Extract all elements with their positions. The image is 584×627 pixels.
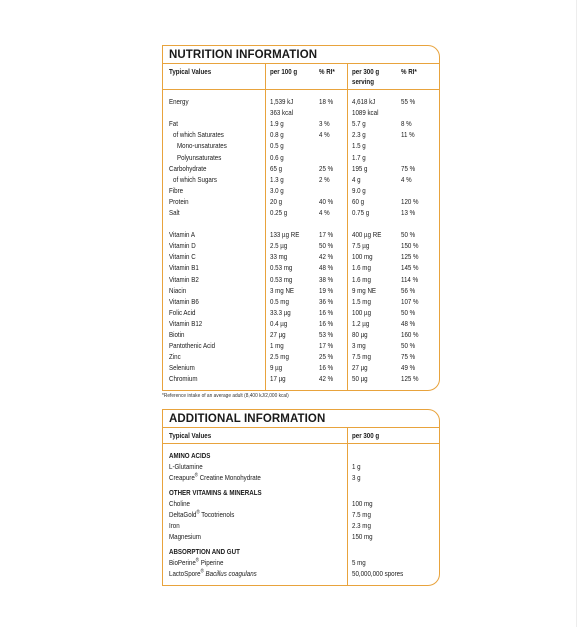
ingredient-descriptor: Creatine Monohydrate — [197, 473, 261, 482]
ri-per-serving: 13 % — [401, 208, 416, 217]
nutrient-label: Energy — [169, 97, 189, 106]
value-per-100g: 2.5 mg — [270, 352, 289, 362]
ri-per-100g: 17 % — [319, 230, 334, 240]
ingredient-value: 50,000,000 spores — [352, 569, 404, 578]
ingredient-value: 3 g — [352, 473, 361, 482]
value-per-serving: 3 mg — [352, 341, 366, 351]
ri-per-100g: 4 % — [319, 130, 330, 140]
value-per-100g: 1,539 kJ — [270, 97, 294, 106]
nutrient-label: of which Sugars — [173, 174, 217, 184]
header-per-300g: per 300 g — [352, 431, 380, 440]
ri-per-serving: 50 % — [401, 230, 416, 240]
value-per-100g: 0.8 g — [270, 130, 284, 140]
header-typical-values: Typical Values — [169, 67, 212, 76]
nutrient-label: Niacin — [169, 285, 187, 295]
nutrition-title: NUTRITION INFORMATION — [169, 49, 318, 61]
ingredient-brand: BioPerine — [169, 558, 196, 567]
section-heading: ABSORPTION AND GUT — [169, 547, 240, 556]
value-per-serving: 80 µg — [352, 330, 368, 339]
registered-mark: ® — [194, 472, 198, 479]
nutrient-label: Vitamin B6 — [169, 296, 199, 306]
ri-per-serving: 75 % — [401, 163, 416, 173]
value-per-serving: 100 mg — [352, 252, 373, 262]
ri-per-serving: 75 % — [401, 352, 416, 362]
ingredient-name — [169, 461, 203, 472]
nutrient-label: Vitamin B12 — [169, 318, 203, 328]
nutrient-label: Biotin — [169, 330, 185, 339]
ri-per-100g: 17 % — [319, 341, 334, 351]
nutrient-label: Vitamin D — [169, 241, 196, 251]
value-per-serving: 4,618 kJ — [352, 97, 376, 106]
ri-per-100g: 53 % — [319, 330, 334, 339]
ri-per-serving: 8 % — [401, 119, 412, 129]
ingredient-name — [169, 472, 261, 483]
value-per-100g: 133 µg RE — [270, 230, 300, 240]
ingredient-brand: DeltaGold — [169, 510, 197, 519]
nutrient-label: Polyunsaturates — [177, 152, 222, 162]
ri-per-100g: 16 % — [319, 318, 334, 328]
ri-per-100g: 25 % — [319, 352, 334, 362]
section-heading: OTHER VITAMINS & MINERALS — [169, 488, 262, 497]
value-per-100g: 1 mg — [270, 341, 284, 351]
registered-mark: ® — [195, 557, 200, 564]
value-per-serving: 1089 kcal — [352, 108, 379, 118]
value-per-100g: 2.5 µg — [270, 241, 288, 251]
column-divider — [265, 63, 266, 390]
additional-information-panel — [162, 409, 440, 586]
ingredient-brand: Magnesium — [169, 532, 201, 541]
title-divider — [163, 63, 439, 64]
value-per-100g: 3.0 g — [270, 185, 284, 195]
nutrient-label: Fibre — [169, 185, 184, 195]
ingredient-name — [169, 520, 180, 531]
header-serving: serving — [352, 77, 374, 86]
value-per-100g: 363 kcal — [270, 108, 294, 118]
value-per-serving: 100 µg — [352, 307, 372, 317]
nutrient-label: Vitamin B2 — [169, 274, 199, 284]
additional-title: ADDITIONAL INFORMATION — [169, 413, 326, 425]
ingredient-value: 100 mg — [352, 499, 373, 508]
value-per-serving: 1.5 mg — [352, 296, 371, 306]
header-typical-values: Typical Values — [169, 431, 212, 440]
value-per-100g: 0.53 mg — [270, 274, 293, 284]
nutrient-label: Protein — [169, 196, 189, 206]
value-per-serving: 5.7 g — [352, 119, 366, 129]
ingredient-name — [169, 498, 190, 509]
value-per-100g: 17 µg — [270, 374, 286, 384]
value-per-100g: 0.25 g — [270, 208, 288, 217]
header-ri-serving: % RI* — [401, 67, 417, 76]
value-per-serving: 7.5 µg — [352, 241, 370, 251]
header-divider — [163, 89, 439, 90]
nutrient-label: Selenium — [169, 363, 195, 373]
value-per-serving: 400 µg RE — [352, 230, 382, 240]
ri-per-serving: 114 % — [401, 274, 419, 284]
ri-per-serving: 120 % — [401, 196, 419, 206]
ri-per-100g: 42 % — [319, 374, 334, 384]
nutrient-label: Salt — [169, 208, 180, 217]
nutrient-label: Zinc — [169, 352, 181, 362]
ingredient-brand: Iron — [169, 521, 180, 530]
ingredient-brand: Creapure — [169, 473, 195, 482]
ri-per-serving: 56 % — [401, 285, 416, 295]
ri-per-100g: 50 % — [319, 241, 334, 251]
value-per-serving: 1.5 g — [352, 141, 366, 151]
registered-mark: ® — [200, 568, 204, 575]
ri-per-100g: 2 % — [319, 174, 330, 184]
header-per-serving: per 300 g — [352, 67, 380, 76]
ri-per-100g: 25 % — [319, 163, 334, 173]
ri-per-100g: 4 % — [319, 208, 330, 217]
value-per-100g: 0.5 mg — [270, 296, 289, 306]
ri-per-serving: 160 % — [401, 330, 419, 339]
value-per-serving: 9 mg NE — [352, 285, 377, 295]
value-per-100g: 20 g — [270, 196, 283, 206]
ri-per-serving: 49 % — [401, 363, 416, 373]
ri-per-100g: 42 % — [319, 252, 334, 262]
column-divider — [347, 63, 348, 390]
nutrient-label: Pantothenic Acid — [169, 341, 216, 351]
section-heading: AMINO ACIDS — [169, 451, 211, 460]
value-per-100g: 0.53 mg — [270, 263, 293, 273]
registered-mark: ® — [196, 509, 200, 516]
ri-per-serving: 4 % — [401, 174, 412, 184]
ri-per-100g: 16 % — [319, 307, 334, 317]
ri-per-100g: 38 % — [319, 274, 334, 284]
ingredient-brand: Choline — [169, 499, 190, 508]
ingredient-value: 2.3 mg — [352, 521, 371, 530]
nutrient-label: Vitamin B1 — [169, 263, 199, 273]
value-per-100g: 0.5 g — [270, 141, 284, 151]
column-divider — [347, 427, 348, 585]
nutrient-label: Folic Acid — [169, 307, 196, 317]
ingredient-name — [169, 531, 201, 542]
value-per-100g: 3 mg NE — [270, 285, 295, 295]
header-per-100g: per 100 g — [270, 67, 298, 76]
value-per-100g: 27 µg — [270, 330, 286, 339]
ingredient-descriptor: Piperine — [199, 558, 224, 567]
ingredient-value: 150 mg — [352, 532, 373, 541]
value-per-serving: 7.5 mg — [352, 352, 371, 362]
species-name: Bacillus coagulans — [205, 569, 257, 578]
value-per-100g: 33 mg — [270, 252, 288, 262]
ingredient-brand: LactoSpore — [169, 569, 201, 578]
ingredient-descriptor: Tocotrienols — [199, 510, 235, 519]
ri-per-100g: 40 % — [319, 196, 334, 206]
ri-per-100g: 36 % — [319, 296, 334, 306]
nutrient-label: Fat — [169, 119, 178, 129]
ri-per-serving: 145 % — [401, 263, 419, 273]
ri-per-100g: 19 % — [319, 285, 334, 295]
ri-per-serving: 48 % — [401, 318, 416, 328]
value-per-serving: 1.2 µg — [352, 318, 370, 328]
ri-per-serving: 11 % — [401, 130, 415, 140]
header-divider — [163, 443, 439, 444]
ri-per-100g: 3 % — [319, 119, 330, 129]
value-per-serving: 50 µg — [352, 374, 368, 384]
ri-per-serving: 55 % — [401, 97, 416, 106]
value-per-serving: 195 g — [352, 163, 368, 173]
value-per-serving: 4 g — [352, 174, 361, 184]
value-per-serving: 1.7 g — [352, 152, 366, 162]
ri-per-serving: 125 % — [401, 374, 419, 384]
ingredient-value: 1 g — [352, 462, 361, 471]
nutrient-label: Vitamin A — [169, 230, 196, 240]
value-per-serving: 1.6 mg — [352, 263, 371, 273]
value-per-serving: 2.3 g — [352, 130, 366, 140]
value-per-100g: 0.6 g — [270, 152, 284, 162]
reference-intake-footnote: *Reference intake of an average adult (8,400 kJ/2,000 kcal) — [162, 393, 289, 399]
value-per-serving: 27 µg — [352, 363, 368, 373]
ingredient-value: 5 mg — [352, 558, 366, 567]
value-per-100g: 0.4 µg — [270, 318, 288, 328]
ri-per-serving: 125 % — [401, 252, 419, 262]
value-per-serving: 9.0 g — [352, 185, 366, 195]
ri-per-serving: 50 % — [401, 341, 416, 351]
nutrient-label: Carbohydrate — [169, 163, 207, 173]
ri-per-100g: 48 % — [319, 263, 334, 273]
ri-per-100g: 16 % — [319, 363, 334, 373]
value-per-100g: 33.3 µg — [270, 307, 291, 317]
value-per-serving: 0.75 g — [352, 208, 370, 217]
value-per-100g: 65 g — [270, 163, 283, 173]
value-per-100g: 1.3 g — [270, 174, 284, 184]
ri-per-100g: 18 % — [319, 97, 334, 106]
nutrient-label: Chromium — [169, 374, 198, 384]
ri-per-serving: 50 % — [401, 307, 416, 317]
ingredient-name — [169, 509, 234, 520]
ingredient-name — [169, 557, 223, 568]
nutrition-information-panel — [162, 45, 440, 391]
title-divider — [163, 427, 439, 428]
ri-per-serving: 150 % — [401, 241, 419, 251]
ingredient-brand: L-Glutamine — [169, 462, 203, 471]
nutrient-label: of which Saturates — [173, 130, 224, 140]
ri-per-serving: 107 % — [401, 296, 419, 306]
ingredient-value: 7.5 mg — [352, 510, 371, 519]
value-per-serving: 1.6 mg — [352, 274, 371, 284]
value-per-100g: 1.9 g — [270, 119, 284, 129]
header-ri-100g: % RI* — [319, 67, 335, 76]
value-per-100g: 9 µg — [270, 363, 283, 373]
value-per-serving: 60 g — [352, 196, 365, 206]
ingredient-name — [169, 568, 257, 579]
page-edge-line — [576, 0, 577, 627]
nutrient-label: Vitamin C — [169, 252, 196, 262]
nutrient-label: Mono-unsaturates — [177, 141, 227, 151]
